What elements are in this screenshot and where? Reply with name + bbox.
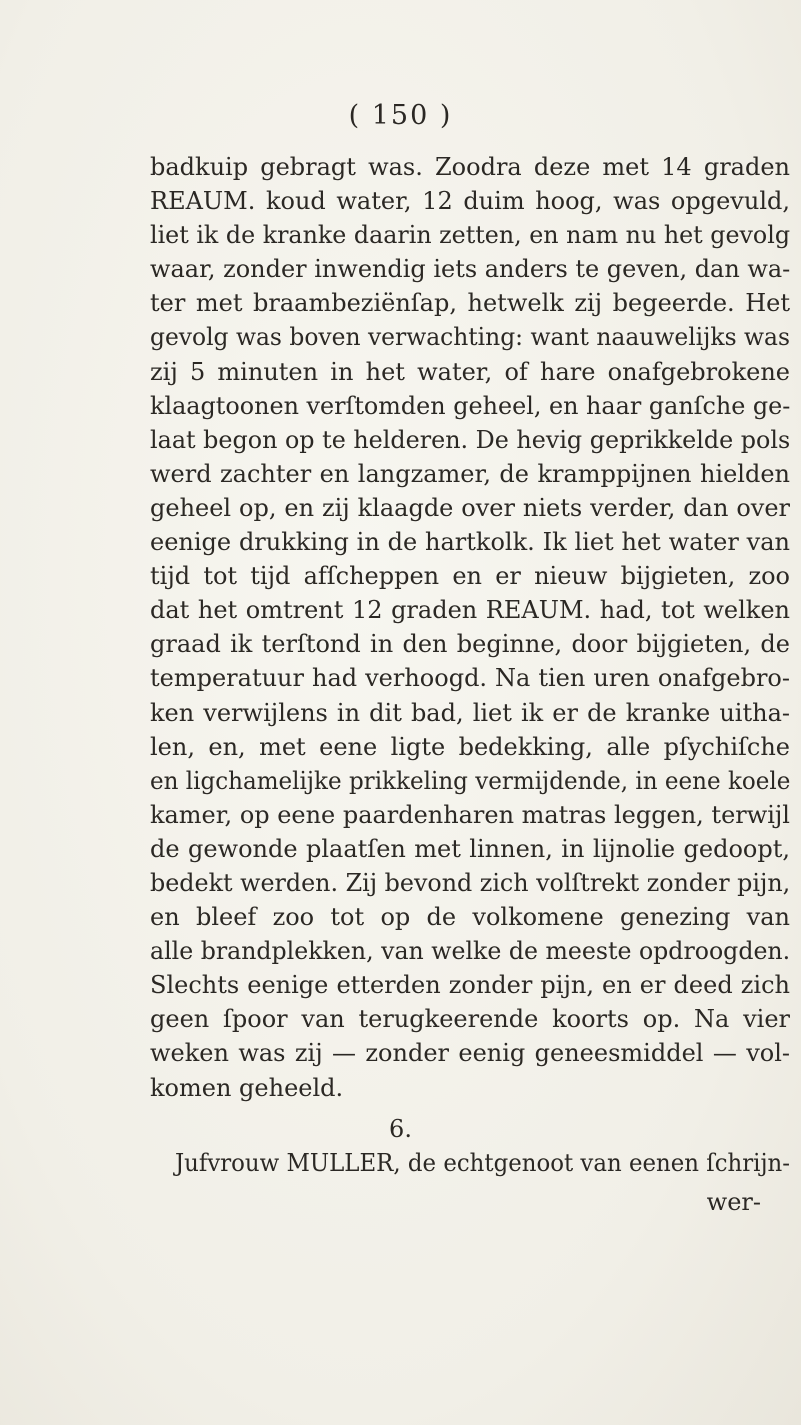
text-line: gevolg was boven verwachting: want naauwelijks was [150, 323, 790, 352]
text-line: klaagtoonen verſtomden geheel, en haar ganſche ge- [150, 391, 791, 420]
text-line: en ligchamelijke prikkeling vermijdende, in eene koele [150, 766, 791, 795]
text-line: graad ik terſtond in den beginne, door bijgieten, de [150, 630, 790, 659]
text-line: geen ſpoor van terugkeerende koorts op. Na vier [150, 1005, 790, 1034]
section-number: 6. [389, 1115, 412, 1143]
text-line: temperatuur had verhoogd. Na tien uren onafgebro- [150, 664, 790, 693]
text-line: kamer, op eene paardenharen matras leggen, terwijl [150, 800, 790, 829]
text-line: ter met braambeziënſap, hetwelk zij begeerde. Het [150, 289, 790, 318]
text-line: badkuip gebragt was. Zoodra deze met 14 graden [150, 153, 790, 181]
text-line: weken was zij — zonder eenig geneesmiddel — vol- [150, 1039, 790, 1068]
text-line: en bleef zoo tot op de volkomene genezing van [150, 903, 790, 932]
next-paragraph [175, 1146, 790, 1180]
text-line: liet ik de kranke daarin zetten, en nam nu het gevolg [150, 221, 791, 250]
text-line: waar, zonder inwendig iets anders te geven, dan wa- [150, 255, 791, 284]
text-line: dat het omtrent 12 graden REAUM. had, tot welken [150, 596, 790, 625]
text-line: ken verwijlens in dit bad, liet ik er de kranke uitha- [150, 698, 790, 727]
text-line: laat begon op te helderen. De hevig geprikkelde pols [150, 425, 791, 454]
text-line: Slechts eenige etterden zonder pijn, en er deed zich [150, 971, 790, 1000]
text-line: geheel op, en zij klaagde over niets verder, dan over [150, 493, 790, 522]
text-line: zij 5 minuten in het water, of hare onafgebrokene [150, 357, 790, 386]
text-line: alle brandplekken, van welke de meeste opdroogden. [150, 937, 791, 966]
text-line: tijd tot tijd afſcheppen en er nieuw bijgieten, zoo [150, 562, 790, 591]
text-line: de gewonde plaatſen met linnen, in lijnolie gedoopt, [150, 834, 790, 863]
text-line: eenige drukking in de hartkolk. Ik liet het water van [150, 528, 790, 557]
text-line: bedekt werden. Zij bevond zich volſtrekt zonder pijn, [150, 868, 791, 897]
text-line: Jufvrouw MULLER, de echtgenoot van eenen ſchrijn- [175, 1149, 790, 1177]
text-line-last: komen geheeld. [150, 1073, 344, 1102]
text-line: werd zachter en langzamer, de kramppijnen hielden [150, 459, 790, 488]
page-number: ( 150 ) [348, 100, 453, 131]
catchword: wer- [706, 1188, 761, 1216]
text-line: len, en, met eene ligte bedekking, alle pſychiſche [150, 732, 790, 761]
text-line: REAUM. koud water, 12 duim hoog, was opgevuld, [150, 187, 790, 216]
paragraph-body [150, 150, 790, 1105]
